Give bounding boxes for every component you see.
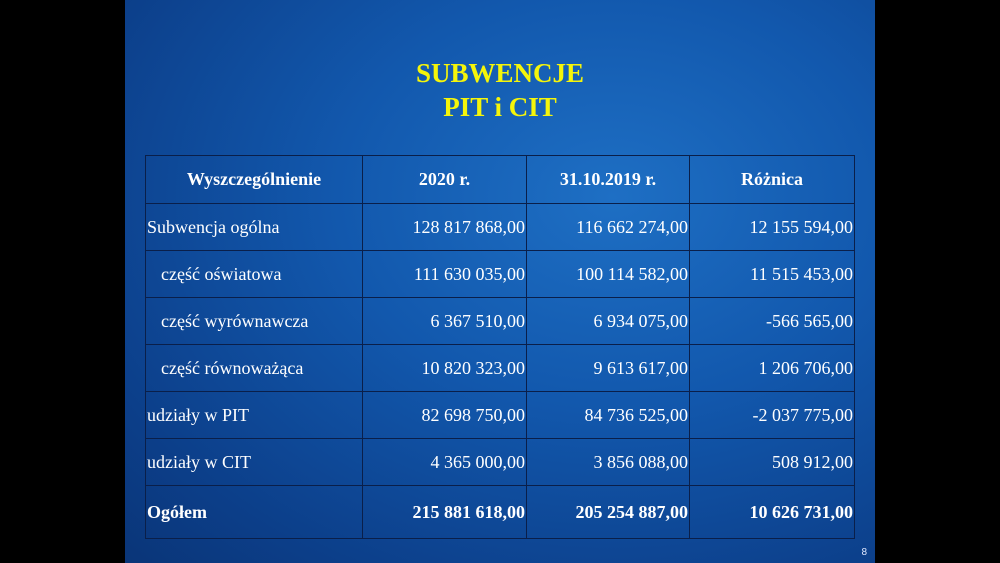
cell-2019: 9 613 617,00 — [527, 345, 690, 392]
row-label: udziały w CIT — [146, 439, 363, 486]
cell-difference: -566 565,00 — [690, 298, 855, 345]
cell-2019: 100 114 582,00 — [527, 251, 690, 298]
cell-2020: 82 698 750,00 — [363, 392, 527, 439]
cell-difference: 508 912,00 — [690, 439, 855, 486]
row-label: część równoważąca — [146, 345, 363, 392]
total-label: Ogółem — [146, 486, 363, 539]
table-header-row — [146, 156, 855, 204]
table-total-row — [146, 486, 855, 539]
cell-2019: 84 736 525,00 — [527, 392, 690, 439]
cell-difference: -2 037 775,00 — [690, 392, 855, 439]
table-row — [146, 204, 855, 251]
table-row — [146, 439, 855, 486]
header-2020: 2020 r. — [363, 156, 527, 204]
row-label: część oświatowa — [146, 251, 363, 298]
table-row — [146, 251, 855, 298]
title-line-1: SUBWENCJE — [415, 58, 585, 88]
cell-2019: 3 856 088,00 — [527, 439, 690, 486]
table-row — [146, 298, 855, 345]
total-2019: 205 254 887,00 — [527, 486, 690, 539]
row-label: udziały w PIT — [146, 392, 363, 439]
cell-2019: 6 934 075,00 — [527, 298, 690, 345]
slide-title — [125, 56, 875, 124]
cell-2020: 111 630 035,00 — [363, 251, 527, 298]
header-item: Wyszczególnienie — [146, 156, 363, 204]
header-difference: Różnica — [690, 156, 855, 204]
cell-2020: 4 365 000,00 — [363, 439, 527, 486]
subsidies-table — [145, 155, 855, 539]
table-row — [146, 345, 855, 392]
cell-2020: 128 817 868,00 — [363, 204, 527, 251]
cell-2020: 6 367 510,00 — [363, 298, 527, 345]
cell-difference: 12 155 594,00 — [690, 204, 855, 251]
cell-2019: 116 662 274,00 — [527, 204, 690, 251]
cell-2020: 10 820 323,00 — [363, 345, 527, 392]
total-difference: 10 626 731,00 — [690, 486, 855, 539]
page-number: 8 — [861, 547, 867, 558]
header-2019: 31.10.2019 r. — [527, 156, 690, 204]
title-line-2: PIT i CIT — [443, 92, 557, 122]
total-2020: 215 881 618,00 — [363, 486, 527, 539]
slide — [125, 0, 875, 563]
row-label: Subwencja ogólna — [146, 204, 363, 251]
cell-difference: 1 206 706,00 — [690, 345, 855, 392]
table-row — [146, 392, 855, 439]
cell-difference: 11 515 453,00 — [690, 251, 855, 298]
row-label: część wyrównawcza — [146, 298, 363, 345]
